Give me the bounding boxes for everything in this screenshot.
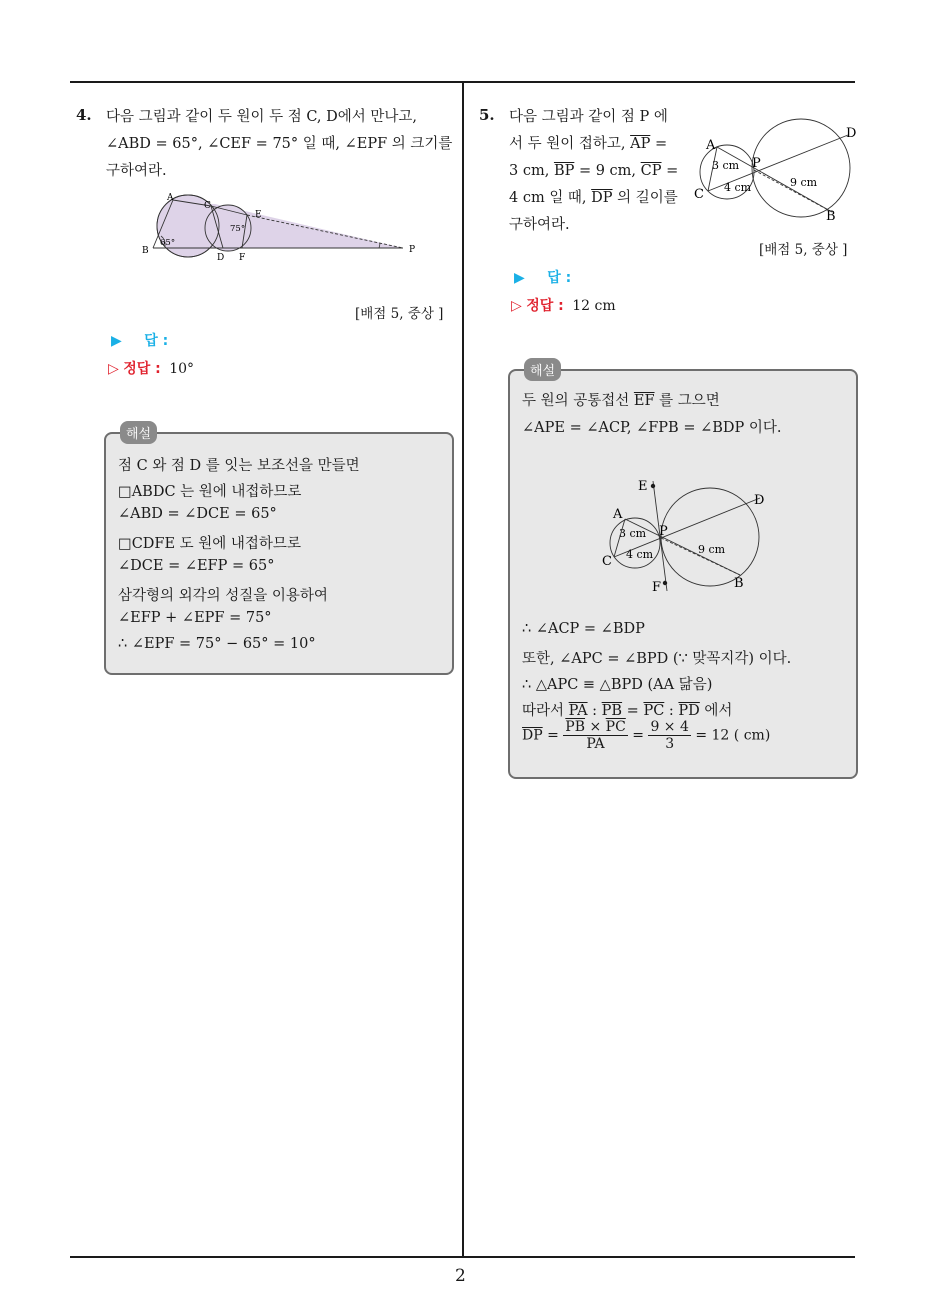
q5-sol-len-3cm: 3 cm: [619, 527, 647, 540]
q4-number: 4.: [76, 106, 92, 124]
key-arrow-icon: ▷: [108, 361, 119, 377]
q5-score: [배점 5, 중상 ]: [759, 242, 848, 258]
q5-sol-line3: ∴ ∠ACP = ∠BDP: [522, 621, 645, 637]
q5-solution-box: [508, 369, 858, 779]
q5-sol-len-9cm: 9 cm: [698, 543, 726, 556]
q5-sol-line5: ∴ △APC ≡ △BPD (AA 닮음): [522, 677, 713, 693]
q5-fraction-1: $\frac{\overline{PB} \times \overline{PC}}{PA}$: [565, 719, 626, 752]
q5-answer-label: 답 :: [547, 270, 572, 286]
q5-sol-label-D: D: [754, 493, 765, 508]
segment-DP: $\overline{DP}$: [591, 190, 613, 206]
q5-sol-line4: 또한, ∠APC = ∠BPD (∵ 맞꼭지각) 이다.: [522, 651, 792, 667]
q4-answer-row: [111, 330, 168, 350]
q5-stem-line3: 3 cm, $\overline{BP} = 9$ cm, $\overline{CP}$ =: [509, 163, 679, 179]
q4-key-row: [108, 358, 194, 378]
column-divider: [462, 81, 464, 1258]
q5-stem-line1: 다음 그림과 같이 점 P 에: [509, 109, 668, 125]
page-number: 2: [455, 1266, 466, 1286]
q5-fraction-2: $\frac{9 \times 4}{3}$: [650, 719, 689, 752]
answer-arrow-icon: ▶: [111, 333, 122, 349]
q5-sol-label-E: E: [638, 479, 648, 494]
q4-solution-box: [104, 432, 454, 675]
q5-stem-line5: 구하여라.: [509, 217, 570, 233]
q5-sol-len-4cm: 4 cm: [626, 548, 654, 561]
q4-angle-75: 75°: [230, 224, 246, 234]
q5-key-label: 정답 :: [526, 298, 564, 314]
q5-sol-label-F: F: [652, 580, 662, 595]
q4-label-F: F: [239, 253, 246, 263]
q4-label-A: A: [167, 193, 174, 203]
answer-arrow-icon: ▶: [514, 270, 525, 286]
segment-BP: $\overline{BP}$: [553, 163, 575, 179]
segment-CP: $\overline{CP}$: [640, 163, 662, 179]
q5-answer-row: [514, 267, 571, 287]
q4-sol-line: □CDFE 도 원에 내접하므로: [118, 536, 301, 552]
q5-solution-figure: [600, 471, 780, 601]
q5-sol-line2: ∠APE = ∠ACP, ∠FPB = ∠BDP 이다.: [522, 420, 782, 436]
q4-label-P: P: [409, 245, 416, 255]
segment-AP: $\overline{AP}$: [630, 136, 651, 152]
q5-len-3cm: 3 cm: [712, 159, 740, 172]
q5-stem-line4: 4 cm 일 때, $\overline{DP}$ 의 길이를: [509, 190, 678, 206]
bottom-rule: [70, 1256, 855, 1258]
q5-sol-line6: 따라서 $\overline{PA}$ : $\overline{PB} = \overline{PC}$ : $\overline{PD}$ 에서: [522, 703, 733, 719]
q5-stem-line2: 서 두 원이 접하고, $\overline{AP}$ =: [509, 136, 668, 152]
key-arrow-icon: ▷: [511, 298, 522, 314]
q5-sol-label-C: C: [602, 554, 612, 569]
q4-sol-line: □ABDC 는 원에 내접하므로: [118, 484, 302, 500]
q4-label-E: E: [255, 210, 262, 220]
q4-answer-label: 답 :: [144, 333, 169, 349]
q4-figure: [135, 190, 425, 265]
q5-label-D: D: [846, 126, 857, 141]
q4-key-label: 정답 :: [123, 361, 161, 377]
q4-sol-line: ∠ABD = ∠DCE = 65°: [118, 506, 277, 522]
q5-label-C: C: [694, 187, 704, 202]
q5-sol-label-B: B: [734, 576, 744, 591]
q4-stem-line1: 다음 그림과 같이 두 원이 두 점 C, D에서 만나고,: [106, 109, 418, 125]
q5-sol-fraction-line: $\overline{DP}$ = $\frac{\overline{PB} \times \overline{PC}}{PA}$ = $\frac{9 \times 4}{3}$ = 12 ( cm): [522, 719, 771, 752]
q5-len-9cm: 9 cm: [790, 176, 818, 189]
q5-number: 5.: [479, 106, 495, 124]
q4-key-value: 10°: [169, 361, 195, 377]
q4-sol-line: ∠DCE = ∠EFP = 65°: [118, 558, 275, 574]
q5-figure: [690, 112, 865, 227]
q4-sol-line: 점 C 와 점 D 를 잇는 보조선을 만들면: [118, 458, 360, 474]
q4-sol-line: ∴ ∠EPF = 75° − 65° = 10°: [118, 636, 316, 652]
q4-stem-line3: 구하여라.: [106, 163, 167, 179]
q5-label-A: A: [706, 138, 716, 153]
q4-label-B: B: [142, 246, 149, 256]
segment-EF: $\overline{EF}$: [633, 393, 655, 409]
q4-label-D: D: [217, 253, 225, 263]
q5-sol-label-A: A: [613, 507, 623, 522]
q5-sol-label-P: P: [659, 524, 668, 539]
q5-solution-tag: 해설: [524, 358, 561, 381]
q4-sol-line: 삼각형의 외각의 성질을 이용하여: [118, 588, 328, 604]
q5-label-P: P: [752, 156, 761, 171]
q5-label-B: B: [826, 209, 836, 224]
q5-key-value: 12 cm: [572, 298, 616, 314]
q4-angle-65: 65°: [160, 238, 176, 248]
q4-solution-tag: 해설: [120, 421, 157, 444]
q5-len-4cm: 4 cm: [724, 181, 752, 194]
q4-sol-line: ∠EFP + ∠EPF = 75°: [118, 610, 272, 626]
q4-stem-line2: ∠ABD = 65°, ∠CEF = 75° 일 때, ∠EPF 의 크기를: [106, 136, 453, 152]
q5-sol-large-circle: [661, 488, 759, 586]
q4-label-C: C: [204, 201, 211, 211]
q5-sol-line1: 두 원의 공통접선 $\overline{EF}$ 를 그으면: [522, 393, 720, 409]
q4-score: [배점 5, 중상 ]: [355, 306, 444, 322]
q5-key-row: [511, 295, 616, 315]
